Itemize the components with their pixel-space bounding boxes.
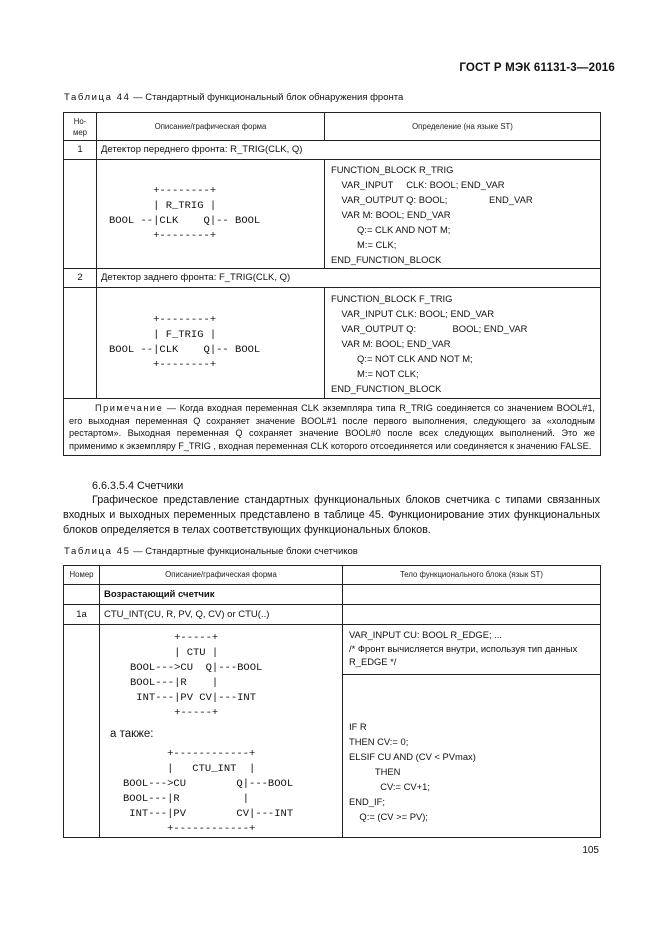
table45-caption xyxy=(64,546,358,557)
section-paragraph: Графическое представление стандартных функциональных блоков счетчика с типами связанных входных и выходных переменных представлено в таблице 45. Функционирование этих функциональных блоков определяется в телах соответствующих функциональных блоков. xyxy=(63,494,600,536)
table44-caption-text: — Стандартный функциональный блок обнаружения фронта xyxy=(130,92,404,103)
code-line: FUNCTION_BLOCK F_TRIG xyxy=(331,292,453,304)
table44-note-row xyxy=(64,399,601,456)
row-number: 1 xyxy=(64,141,97,160)
code-line: CV:= CV+1; xyxy=(349,780,430,792)
code-comment: /* Фронт вычисляется внутри, используя тип данных R_EDGE */ xyxy=(349,642,578,667)
document-header: ГОСТ Р МЭК 61131-3—2016 xyxy=(459,62,615,74)
code-line: IF R xyxy=(349,720,367,732)
table45-caption-label: Таблица 45 xyxy=(64,546,131,557)
row-number: 1a xyxy=(64,605,100,625)
code-line: END_FUNCTION_BLOCK xyxy=(331,382,442,394)
code-line: ELSIF CU AND (CV < PVmax) xyxy=(349,750,476,762)
code-line: VAR M: BOOL; END_VAR xyxy=(331,208,451,220)
row-number: 2 xyxy=(64,269,97,288)
table44-header-number xyxy=(64,113,97,141)
code-line: END_IF; xyxy=(349,795,385,807)
section-heading: 6.6.3.5.4 Счетчики xyxy=(92,480,184,492)
r-trig-diagram: +--------+ | R_TRIG | BOOL --|CLK Q|-- BOOL +--------+ xyxy=(109,185,261,242)
ctu-figure-cell xyxy=(100,625,343,838)
code-line: THEN xyxy=(349,765,401,777)
table-45 xyxy=(63,565,601,838)
code-line: END_FUNCTION_BLOCK xyxy=(331,253,442,265)
table45-row-1a-detail-top xyxy=(64,625,601,675)
code-line: VAR_OUTPUT Q: BOOL; END_VAR xyxy=(331,193,533,205)
ctu-diagram: +-----+ | CTU | BOOL--->CU Q|---BOOL BOOL---|R | INT---|PV CV|---INT +-----+ xyxy=(130,632,263,719)
note-label: Примечание xyxy=(95,403,164,413)
code-line: M:= NOT CLK; xyxy=(331,367,419,379)
code-line: FUNCTION_BLOCK R_TRIG xyxy=(331,163,454,175)
table44-caption xyxy=(64,92,403,103)
f-trig-diagram: +--------+ | F_TRIG | BOOL --|CLK Q|-- BOOL +--------+ xyxy=(109,314,261,371)
ctu-st-body xyxy=(343,674,601,837)
row-description: CTU_INT(CU, R, PV, Q, CV) or CTU(..) xyxy=(100,605,343,625)
table44-row-2-detail xyxy=(64,288,601,399)
note-text: — Когда входная переменная CLK экземпляра типа R_TRIG соединяется со значением BOOL#1, его выходная переменная Q сохраняет значение BOOL#1 после первого выполнения, следующего за «холодным рестартом». Выходная переменная Q сохраняет значение BOOL#0 после всех следующих выполнений. Это же применимо к экземпляру F_TRIG , входная переменная CLK которого отсоединяется или соединяется к значению FALSE. xyxy=(69,403,595,451)
table45-row-1a xyxy=(64,605,601,625)
code-line: VAR_OUTPUT Q: BOOL; END_VAR xyxy=(331,322,528,334)
table45-caption-text: — Стандартные функциональные блоки счетчиков xyxy=(130,546,358,557)
group-title: Возрастающий счетчик xyxy=(100,585,343,605)
f-trig-st-code xyxy=(325,288,601,399)
ctu-st-declaration xyxy=(343,625,601,675)
table44-header-description: Описание/графическая форма xyxy=(97,113,325,141)
r-trig-st-code xyxy=(325,160,601,269)
r-trig-figure-cell xyxy=(97,160,325,269)
table44-header-number-line2: мер xyxy=(72,127,88,137)
table45-header-body: Тело функционального блока (язык ST) xyxy=(343,566,601,585)
table45-header-description: Описание/графическая форма xyxy=(100,566,343,585)
code-line: THEN CV:= 0; xyxy=(349,735,409,747)
table-44 xyxy=(63,112,601,456)
code-line: M:= CLK; xyxy=(331,238,397,250)
code-line: Q:= CLK AND NOT M; xyxy=(331,223,451,235)
table44-row-2 xyxy=(64,269,601,288)
also-label: а также: xyxy=(110,728,154,740)
table44-row-1-detail xyxy=(64,160,601,269)
code-line: VAR_INPUT CLK: BOOL; END_VAR xyxy=(331,307,495,319)
table44-header-definition: Определение (на языке ST) xyxy=(325,113,601,141)
table45-header-number: Номер xyxy=(64,566,100,585)
table45-header-row xyxy=(64,566,601,585)
row-description: Детектор переднего фронта: R_TRIG(CLK, Q) xyxy=(97,141,601,160)
ctu-int-diagram: +------------+ | CTU_INT | BOOL--->CU Q|---BOOL BOOL---|R | INT---|PV CV|---INT +------------+ xyxy=(123,748,294,835)
code-line: Q:= (CV >= PV); xyxy=(349,810,428,822)
code-line: VAR_INPUT CLK: BOOL; END_VAR xyxy=(331,178,505,190)
page-number: 105 xyxy=(582,845,599,856)
code-line: VAR_INPUT CU: BOOL R_EDGE; ... xyxy=(349,629,502,640)
code-line: Q:= NOT CLK AND NOT M; xyxy=(331,352,473,364)
row-description: Детектор заднего фронта: F_TRIG(CLK, Q) xyxy=(97,269,601,288)
table44-note xyxy=(64,399,601,456)
table44-header-number-line1: Но- xyxy=(73,116,87,126)
f-trig-figure-cell xyxy=(97,288,325,399)
table44-caption-label: Таблица 44 xyxy=(64,92,131,103)
code-line: VAR M: BOOL; END_VAR xyxy=(331,337,451,349)
table44-header-row xyxy=(64,113,601,141)
table44-row-1 xyxy=(64,141,601,160)
table45-group-row xyxy=(64,585,601,605)
